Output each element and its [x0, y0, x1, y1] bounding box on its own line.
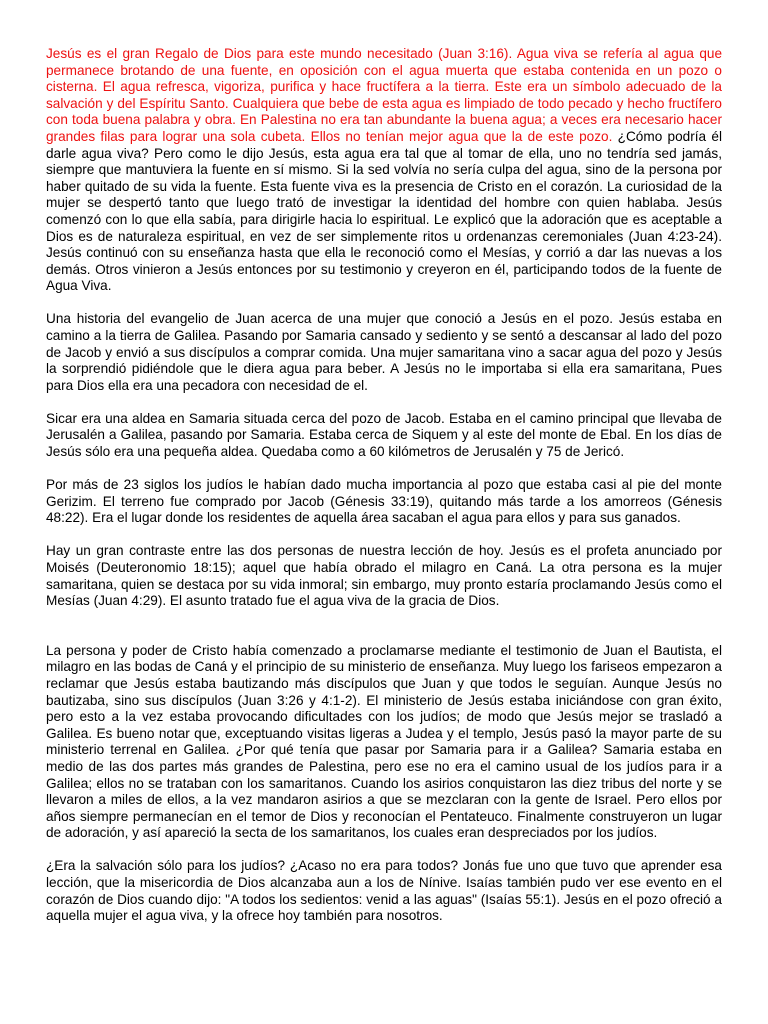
paragraph-persona-poder: La persona y poder de Cristo había comenzado a proclamarse mediante el testimonio de Juan el Bautista, el milagro en las bodas de Caná y el principio de su ministerio de enseñanza. Muy luego los fariseos empezaron a reclamar que Jesús estaba bautizando más discípulos que Juan y que todos le seguían. Aunque Jesús no bautizaba, sino sus discípulos (Juan 3:26 y 4:1-2). El ministerio de Jesús estaba iniciándose con gran éxito, pero esto a la vez estaba provocando dificultades con los judíos; de modo que Jesús mejor se trasladó a Galilea. Es bueno notar que, exceptuando visitas ligeras a Judea y el templo, Jesús pasó la mayor parte de su ministerio terrenal en Galilea. ¿Por qué tenía que pasar por Samaria para ir a Galilea? Samaria estaba en medio de las dos partes más grandes de Palestina, pero ese no era el camino usual de los judíos para ir a Galilea; ellos no se trataban con los samaritanos. Cuando los asirios conquistaron las diez tribus del norte y se llevaron a miles de ellos, a la vez mandaron asirios a que se mezclaran con la gente de Israel. Pero ellos por años siempre permanecían en el temor de Dios y reconocían el Pentateuco. Finalmente construyeron un lugar de adoración, y así apareció la secta de los samaritanos, los cuales eran despreciados por los judíos. — [46, 642, 722, 841]
paragraph-salvacion: ¿Era la salvación sólo para los judíos? ¿Acaso no era para todos? Jonás fue uno que tuvo que aprender esa lección, que la misericordia de Dios alcanzaba aun a los de Nínive. Isaías también pudo ver ese evento en el corazón de Dios cuando dijo: "A todos los sedientos: venid a las aguas" (Isaías 55:1). Jesús en el pozo ofreció a aquella mujer el agua viva, y la ofrece hoy también para nosotros. — [46, 858, 722, 924]
paragraph-contraste: Hay un gran contraste entre las dos personas de nuestra lección de hoy. Jesús es el profeta anunciado por Moisés (Deuteronomio 18:15); aquel que había obrado el milagro en Caná. La otra persona es la mujer samaritana, quien se destaca por su vida inmoral; sin embargo, muy pronto estaría proclamando Jesús como el Mesías (Juan 4:29). El asunto tratado fue el agua viva de la gracia de Dios. — [46, 543, 722, 609]
paragraph-pozo: Por más de 23 siglos los judíos le habían dado mucha importancia al pozo que estaba casi al pie del monte Gerizim. El terreno fue comprado por Jacob (Génesis 33:19), quitando más tarde a los amorreos (Génesis 48:22). Era el lugar donde los residentes de aquella área sacaban el agua para ellos y para sus ganados. — [46, 477, 722, 526]
paragraph-agua-viva — [46, 46, 722, 295]
paragraph-sicar: Sicar era una aldea en Samaria situada cerca del pozo de Jacob. Estaba en el camino principal que llevaba de Jerusalén a Galilea, pasando por Samaria. Estaba cerca de Siquem y al este del monte de Ebal. En los días de Jesús sólo era una pequeña aldea. Quedaba como a 60 kilómetros de Jerusalén y 75 de Jericó. — [46, 410, 722, 460]
paragraph-text: ¿Cómo podría él darle agua viva? Pero como le dijo Jesús, esta agua era tal que al tomar de ella, uno no tendría sed jamás, siempre que mantuviera la fuente en sí mismo. Si la sed volvía no sería culpa del agua, sino de la persona por haber quitado de su vida la fuente. Esta fuente viva es la presencia de Cristo en el corazón. La curiosidad de la mujer se despertó tanto que luego trató de investigar la identidad del hombre con quien hablaba. Jesús comenzó con lo que ella sabía, para dirigirle hacia lo espiritual. Le explicó que la adoración que es aceptable a Dios es de naturaleza espiritual, en vez de ser simplemente ritos u ordenanzas ceremoniales (Juan 4:23-24). Jesús continuó con su enseñanza hasta que ella le reconoció como el Mesías, y corrió a dar las nuevas a los demás. Otros vinieron a Jesús entonces por su testimonio y creyeron en él, participando todos de la fuente de Agua Viva. — [46, 128, 722, 294]
document-page — [46, 46, 722, 925]
paragraph-historia: Una historia del evangelio de Juan acerca de una mujer que conoció a Jesús en el pozo. Jesús estaba en camino a la tierra de Galilea. Pasando por Samaria cansado y sediento y se sentó a descansar al lado del pozo de Jacob y envió a sus discípulos a comprar comida. Una mujer samaritana vino a sacar agua del pozo y Jesús la sorprendió pidiéndole que le diera agua para beber. A Jesús no le importaba si ella era samaritana, Pues para Dios ella era una pecadora con necesidad de el. — [46, 311, 722, 393]
highlighted-text: Jesús es el gran Regalo de Dios para este mundo necesitado (Juan 3:16). Agua viva se refería al agua que permanece brotando de una fuente, en oposición con el agua muerta que estaba contenida en un pozo o cisterna. El agua refresca, vigoriza, purifica y hace fructífera a la tierra. Este era un símbolo adecuado de la salvación y del Espíritu Santo. Cualquiera que bebe de esta agua es limpiado de todo pecado y hecho fructífero con toda buena palabra y obra. En Palestina no era tan abundante la buena agua; a veces era necesario hacer grandes filas para lograr una sola cubeta. Ellos no tenían mejor agua que la de este pozo. — [46, 46, 722, 144]
